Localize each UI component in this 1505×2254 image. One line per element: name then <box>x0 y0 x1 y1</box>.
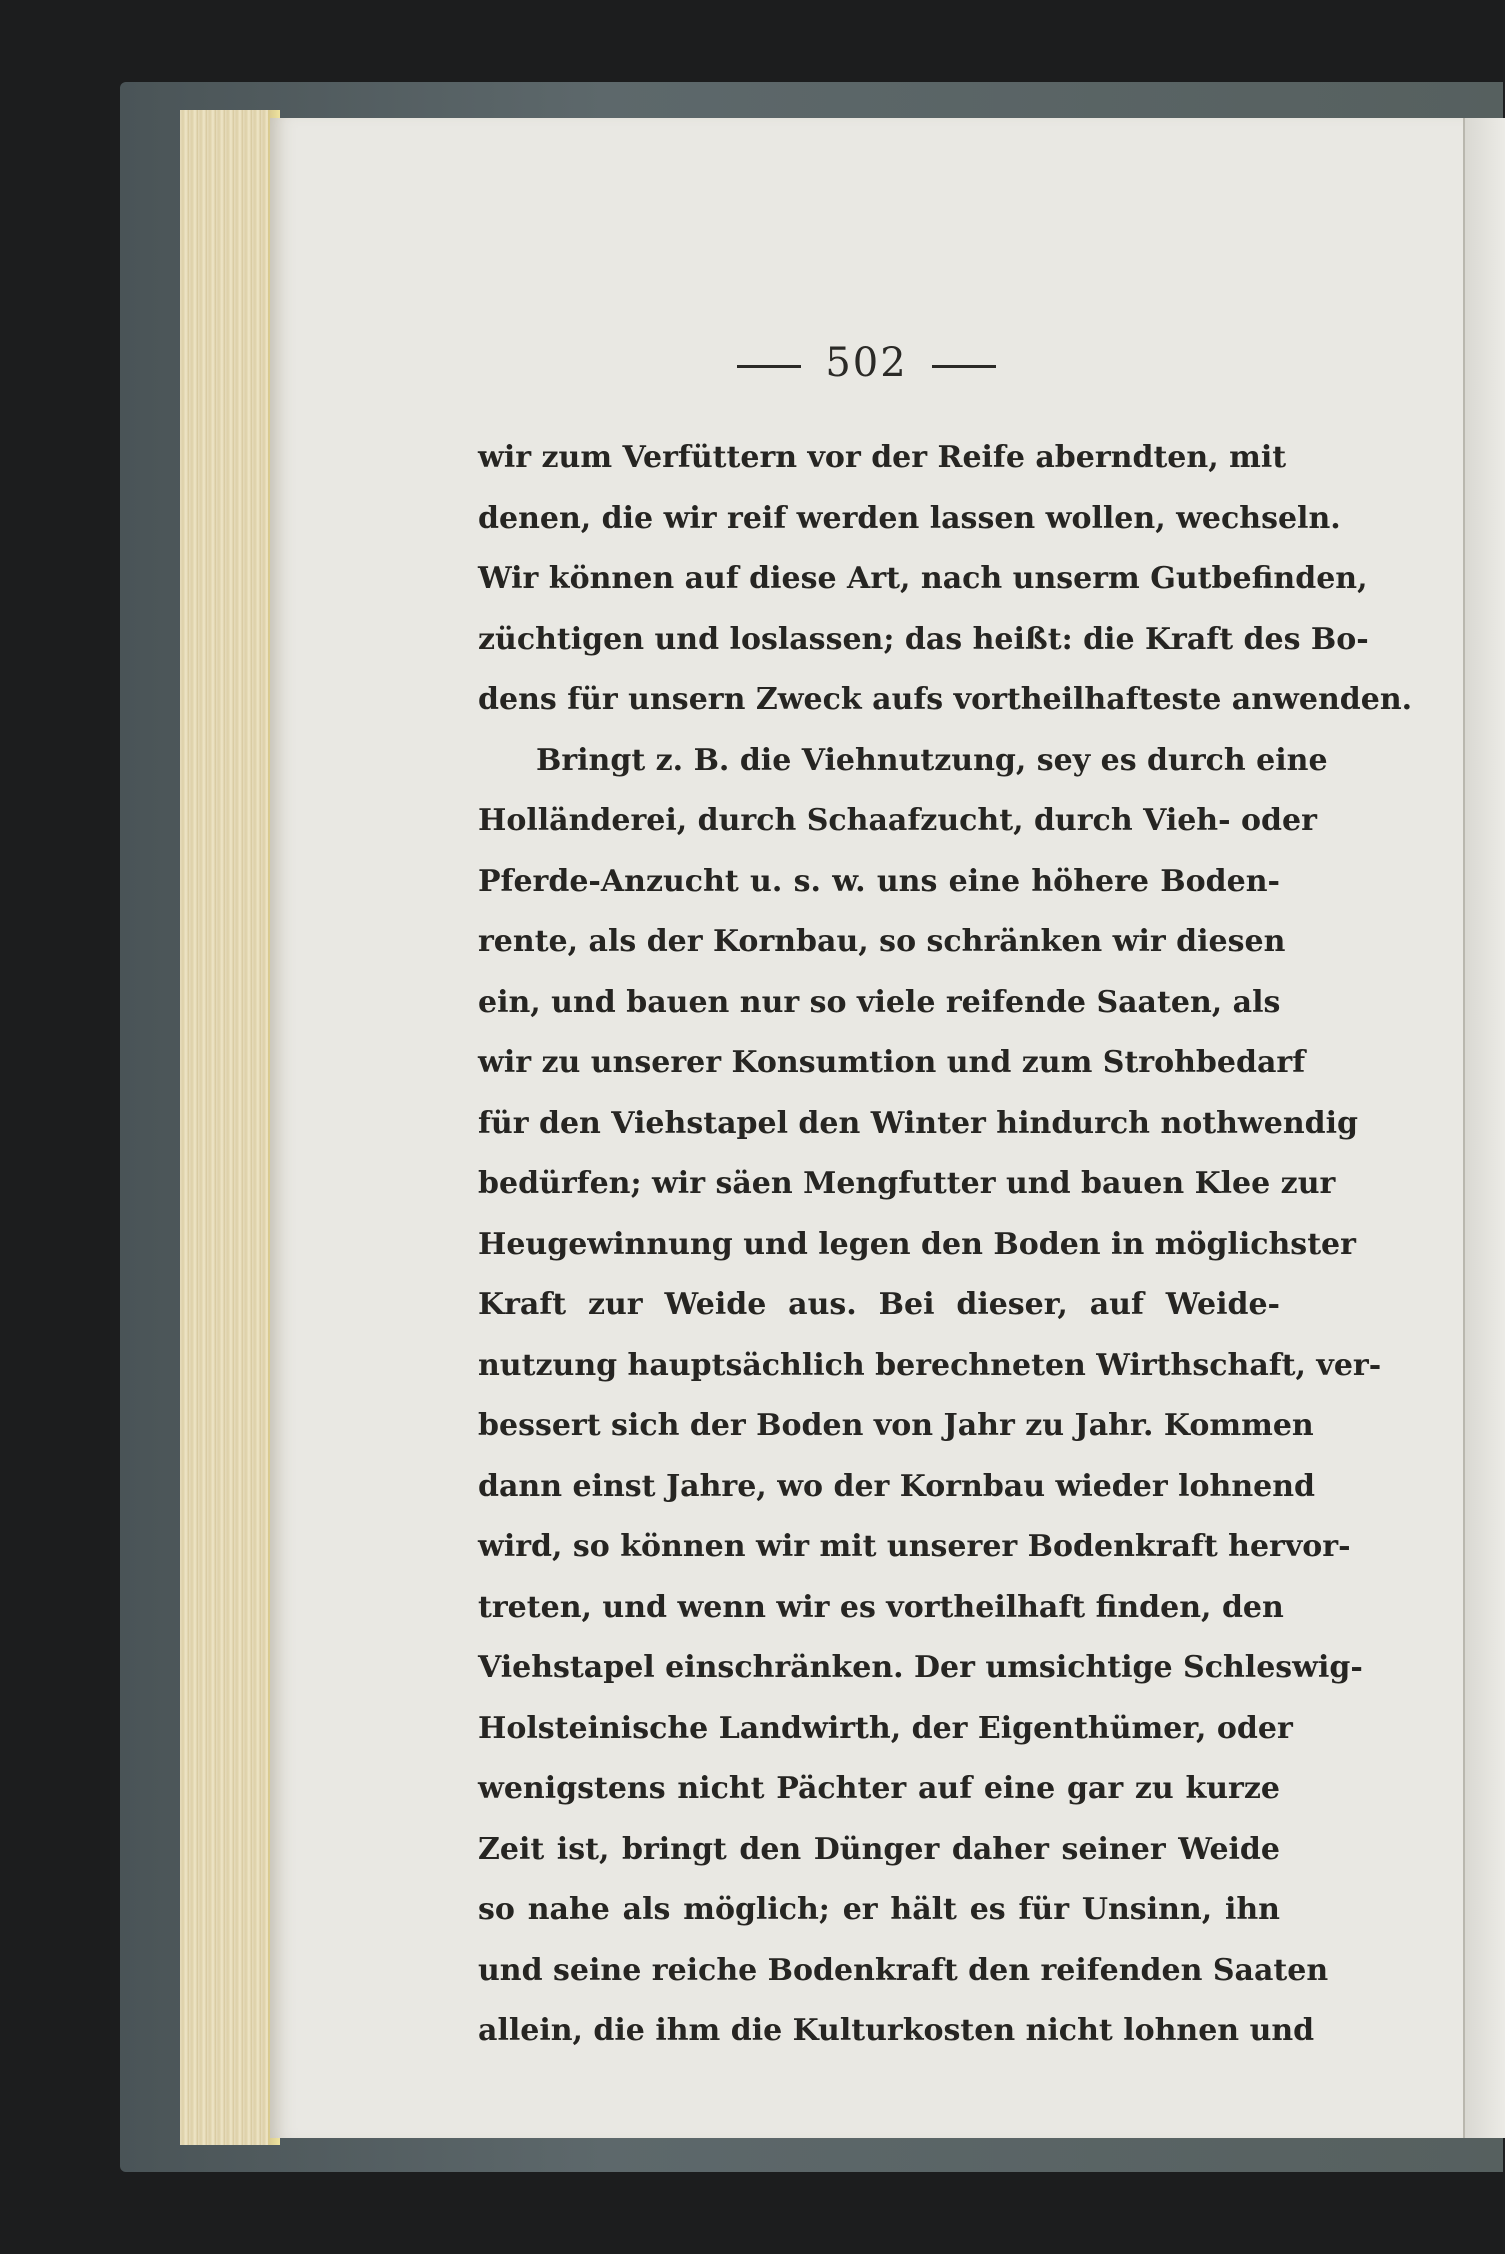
header-dash-right <box>932 365 996 368</box>
text-line: Heugewinnung und legen den Boden in möglichster <box>478 1226 1356 1262</box>
text-line: denen, die wir reif werden lassen wollen, wechseln. <box>478 500 1341 536</box>
text-line: allein, die ihm die Kulturkosten nicht lohnen und <box>478 2013 1315 2048</box>
text-line: Wir können auf diese Art, nach unserm Gutbefinden, <box>478 561 1368 596</box>
page-header <box>270 340 1463 386</box>
text-line: Kraft zur Weide aus. Bei dieser, auf Weide- <box>478 1287 1280 1322</box>
facing-page-edge <box>1463 118 1505 2138</box>
text-line: Viehstapel einschränken. Der umsichtige Schleswig- <box>478 1650 1363 1685</box>
text-line: dens für unsern Zweck aufs vortheilhafteste anwenden. <box>478 682 1413 717</box>
text-line: für den Viehstapel den Winter hindurch nothwendig <box>478 1105 1359 1141</box>
book-page <box>270 118 1463 2138</box>
text-line: ein, und bauen nur so viele reifende Saaten, als <box>478 984 1281 1020</box>
text-line: bedürfen; wir säen Mengfutter und bauen Klee zur <box>478 1166 1336 1201</box>
text-line: Zeit ist, bringt den Dünger daher seiner Weide <box>478 1831 1280 1867</box>
text-line: Pferde-Anzucht u. s. w. uns eine höhere Boden- <box>478 863 1280 899</box>
text-line: bessert sich der Boden von Jahr zu Jahr. Kommen <box>478 1408 1314 1443</box>
text-line: wir zum Verfüttern vor der Reife aberndten, mit <box>478 440 1287 475</box>
text-line: wenigstens nicht Pächter auf eine gar zu kurze <box>478 1771 1280 1806</box>
text-line: Holsteinische Landwirth, der Eigenthümer, oder <box>478 1710 1293 1746</box>
text-line: wir zu unserer Konsumtion und zum Strohbedarf <box>478 1045 1306 1080</box>
text-line: und seine reiche Bodenkraft den reifenden Saaten <box>478 1952 1329 1988</box>
page-edges <box>180 110 280 2145</box>
text-line: treten, und wenn wir es vortheilhaft finden, den <box>478 1589 1284 1625</box>
text-line: nutzung hauptsächlich berechneten Wirthschaft, ver- <box>478 1347 1382 1383</box>
header-dash-left <box>737 365 801 368</box>
text-line: Holländerei, durch Schaafzucht, durch Vieh- oder <box>478 803 1317 838</box>
text-line: so nahe als möglich; er hält es für Unsinn, ihn <box>478 1892 1280 1927</box>
page-number: 502 <box>825 340 908 386</box>
text-line: wird, so können wir mit unserer Bodenkraft hervor- <box>478 1529 1351 1564</box>
text-line: dann einst Jahre, wo der Kornbau wieder lohnend <box>478 1468 1316 1504</box>
text-line: züchtigen und loslassen; das heißt: die Kraft des Bo- <box>478 621 1369 657</box>
text-line: rente, als der Kornbau, so schränken wir diesen <box>478 924 1286 959</box>
text-line: Bringt z. B. die Viehnutzung, sey es durch eine <box>536 742 1328 778</box>
body-text <box>478 428 1413 2062</box>
